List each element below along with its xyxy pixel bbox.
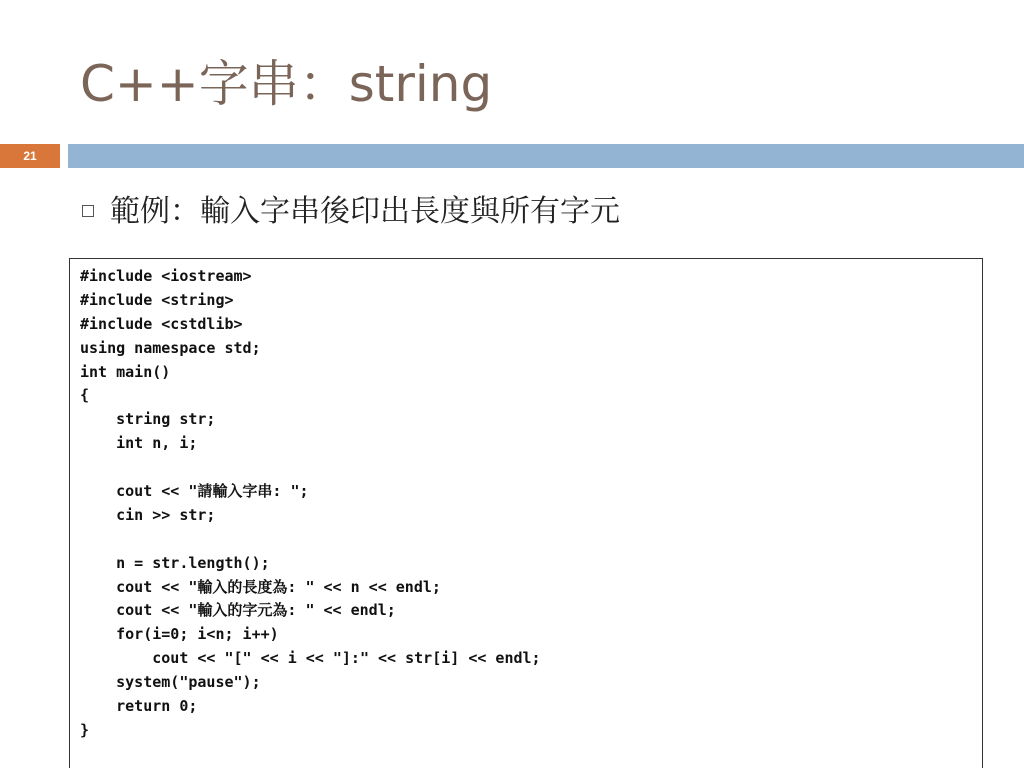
code-line: #include <cstdlib> (80, 314, 243, 333)
square-bullet-icon (82, 205, 94, 217)
code-line: string str; (80, 410, 216, 429)
code-line: cin >> str; (80, 505, 216, 524)
code-line: cout << "輸入的長度為: " << n << endl; (80, 577, 441, 596)
page-number: 21 (0, 144, 60, 168)
code-line: cout << "輸入的字元為: " << endl; (80, 601, 396, 620)
code-line: cout << "[" << i << "]:" << str[i] << endl; (80, 649, 541, 668)
code-block (69, 258, 983, 768)
code-line (80, 456, 541, 480)
code-line: } (80, 720, 90, 739)
bullet-text: 範例：輸入字串後印出長度與所有字元 (110, 194, 620, 229)
bullet-item (82, 186, 620, 230)
code-line: n = str.length(); (80, 553, 270, 572)
slide-title: C++字串：string (80, 55, 493, 113)
code-line: return 0; (80, 697, 198, 716)
code-line: #include <string> (80, 290, 234, 309)
header-bar (68, 144, 1024, 168)
code-line: { (80, 386, 90, 405)
code-line: system("pause"); (80, 673, 261, 692)
code-line: int n, i; (80, 434, 198, 453)
code-line: using namespace std; (80, 338, 261, 357)
code-line (80, 528, 541, 552)
code-line: #include <iostream> (80, 267, 252, 285)
code-line: for(i=0; i<n; i++) (80, 625, 279, 644)
code-line: cout << "請輸入字串: "; (80, 482, 309, 501)
code-lines (80, 265, 541, 743)
code-line: int main() (80, 362, 171, 381)
